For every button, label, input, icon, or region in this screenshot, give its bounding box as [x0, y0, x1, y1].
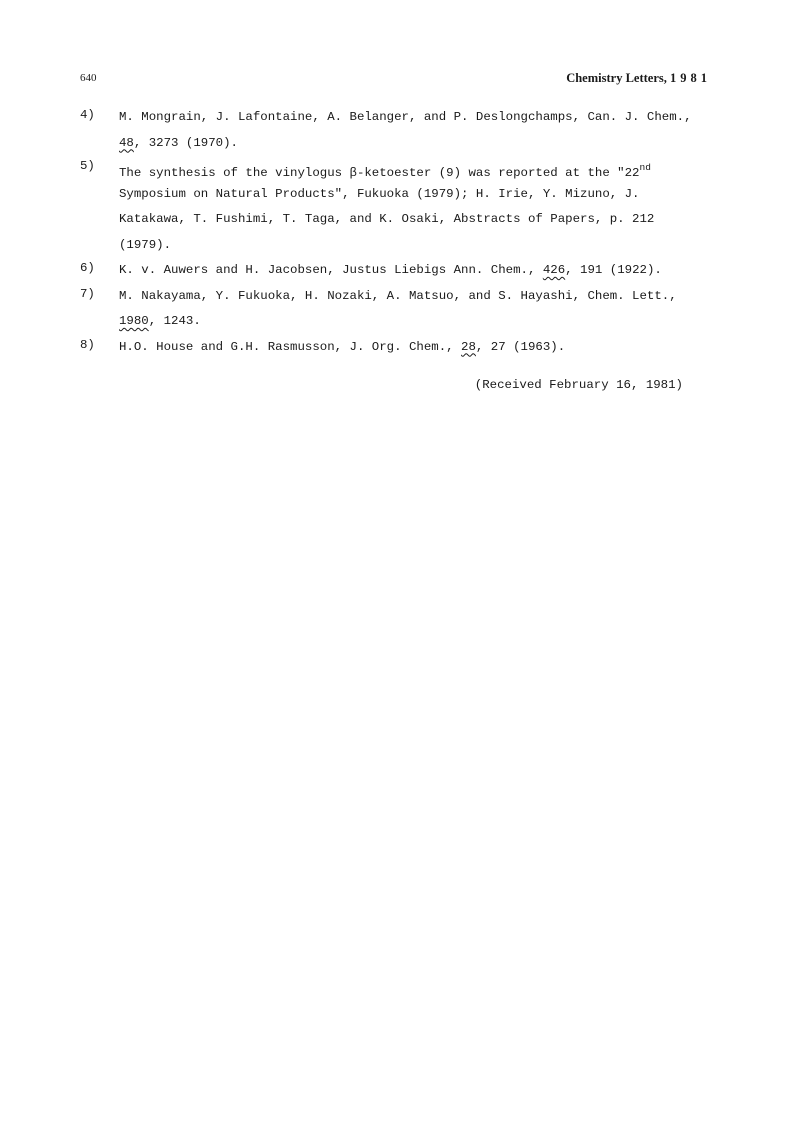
reference-item: [80, 159, 720, 261]
reference-text: K. v. Auwers and H. Jacobsen, Justus Liebigs Ann. Chem.,: [119, 263, 543, 277]
page-number: 640: [80, 72, 97, 84]
journal-year: 1981: [670, 71, 711, 85]
reference-item: [80, 287, 720, 338]
reference-volume: 28: [461, 339, 476, 354]
journal-name: Chemistry Letters,: [566, 71, 667, 85]
reference-citation: , 27 (1963).: [475, 339, 566, 354]
reference-number: 7): [80, 286, 95, 301]
reference-text-line: [119, 159, 720, 185]
journal-header: [566, 71, 711, 86]
reference-volume: 426: [542, 263, 566, 277]
reference-item: [80, 338, 720, 364]
reference-text: The synthesis of the vinylogus β-ketoester (9) was reported at the "22: [119, 166, 640, 180]
received-date: (Received February 16, 1981): [474, 378, 683, 392]
reference-item: [80, 261, 720, 287]
reference-item: [80, 108, 720, 159]
reference-text-line: [119, 312, 720, 338]
reference-text-line: [119, 338, 720, 364]
reference-number: 6): [80, 261, 95, 275]
reference-text-line: Symposium on Natural Products", Fukuoka (1979); H. Irie, Y. Mizuno, J.: [119, 186, 640, 201]
reference-number: 8): [80, 337, 95, 352]
reference-volume: 48: [119, 135, 134, 150]
reference-text-line: M. Nakayama, Y. Fukuoka, H. Nozaki, A. Matsuo, and S. Hayashi, Chem. Lett.,: [119, 288, 677, 303]
reference-citation: , 3273 (1970).: [133, 135, 238, 150]
reference-text-line: Katakawa, T. Fushimi, T. Taga, and K. Osaki, Abstracts of Papers, p. 212: [119, 212, 655, 226]
reference-text-line: [119, 261, 720, 287]
reference-volume: 1980: [119, 314, 149, 328]
reference-text-line: M. Mongrain, J. Lafontaine, A. Belanger, and P. Deslongchamps, Can. J. Chem.,: [119, 110, 692, 124]
reference-text: H.O. House and G.H. Rasmusson, J. Org. Chem.,: [119, 339, 462, 354]
reference-text-line: (1979).: [119, 237, 172, 252]
reference-citation: , 1243.: [148, 314, 201, 328]
reference-number: 4): [80, 108, 95, 122]
superscript: nd: [639, 162, 651, 173]
reference-list: [80, 108, 720, 363]
reference-number: 5): [80, 159, 95, 173]
reference-text-line: [119, 134, 720, 160]
reference-citation: , 191 (1922).: [565, 263, 662, 277]
